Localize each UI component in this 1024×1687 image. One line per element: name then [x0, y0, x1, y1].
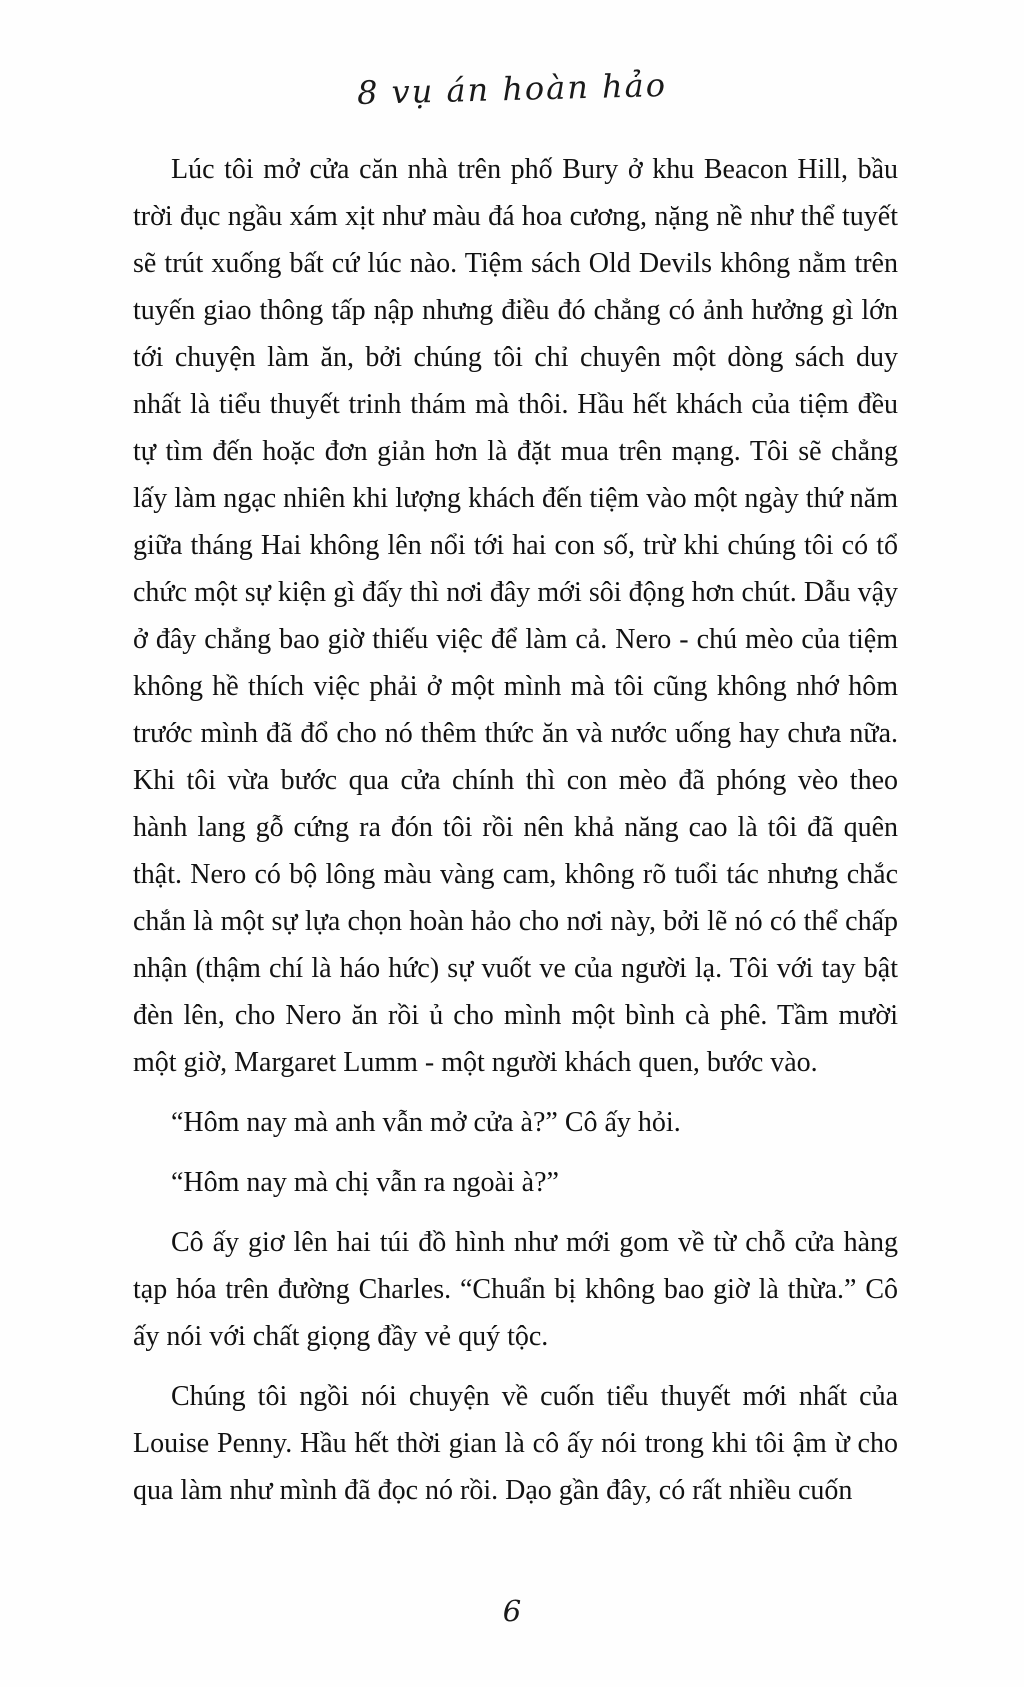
paragraph-grocery-bags: Cô ấy giơ lên hai túi đồ hình như mới gom về từ chỗ cửa hàng tạp hóa trên đường Charles. “Chuẩn bị không bao giờ là thừa.” Cô ấy nói với chất giọng đầy vẻ quý tộc. [133, 1227, 898, 1352]
paragraph-dialogue-1: “Hôm nay mà anh vẫn mở cửa à?” Cô ấy hỏi. [171, 1107, 681, 1138]
paragraph-dialogue-2: “Hôm nay mà chị vẫn ra ngoài à?” [171, 1167, 559, 1198]
page-number: 6 [502, 1594, 522, 1628]
paragraph-louise-penny: Chúng tôi ngồi nói chuyện về cuốn tiểu thuyết mới nhất của Louise Penny. Hầu hết thời gian là cô ấy nói trong khi tôi ậm ừ cho qua làm như mình đã đọc nó rồi. Dạo gần đây, có rất nhiều cuốn [133, 1381, 898, 1506]
running-header-title: 8 vụ án hoàn hảo [356, 65, 668, 113]
page-body [133, 146, 898, 1527]
paragraph-opening: Lúc tôi mở cửa căn nhà trên phố Bury ở khu Beacon Hill, bầu trời đục ngầu xám xịt như màu đá hoa cương, nặng nề như thể tuyết sẽ trút xuống bất cứ lúc nào. Tiệm sách Old Devils không nằm trên tuyến giao thông tấp nập nhưng điều đó chẳng có ảnh hưởng gì lớn tới chuyện làm ăn, bởi chúng tôi chỉ chuyên một dòng sách duy nhất là tiểu thuyết trinh thám mà thôi. Hầu hết khách của tiệm đều tự tìm đến hoặc đơn giản hơn là đặt mua trên mạng. Tôi sẽ chẳng lấy làm ngạc nhiên khi lượng khách đến tiệm vào một ngày thứ năm giữa tháng Hai không lên nổi tới hai con số, trừ khi chúng tôi có tổ chức một sự kiện gì đấy thì nơi đây mới sôi động hơn chút. Dẫu vậy ở đây chẳng bao giờ thiếu việc để làm cả. Nero - chú mèo của tiệm không hề thích việc phải ở một mình mà tôi cũng không nhớ hôm trước mình đã đổ cho nó thêm thức ăn và nước uống hay chưa nữa. Khi tôi vừa bước qua cửa chính thì con mèo đã phóng vèo theo hành lang gỗ cứng ra đón tôi rồi nên khả năng cao là tôi đã quên thật. Nero có bộ lông màu vàng cam, không rõ tuổi tác nhưng chắc chắn là một sự lựa chọn hoàn hảo cho nơi này, bởi lẽ nó có thể chấp nhận (thậm chí là háo hức) sự vuốt ve của người lạ. Tôi với tay bật đèn lên, cho Nero ăn rồi ủ cho mình một bình cà phê. Tầm mười một giờ, Margaret Lumm - một người khách quen, bước vào. [133, 154, 898, 1078]
